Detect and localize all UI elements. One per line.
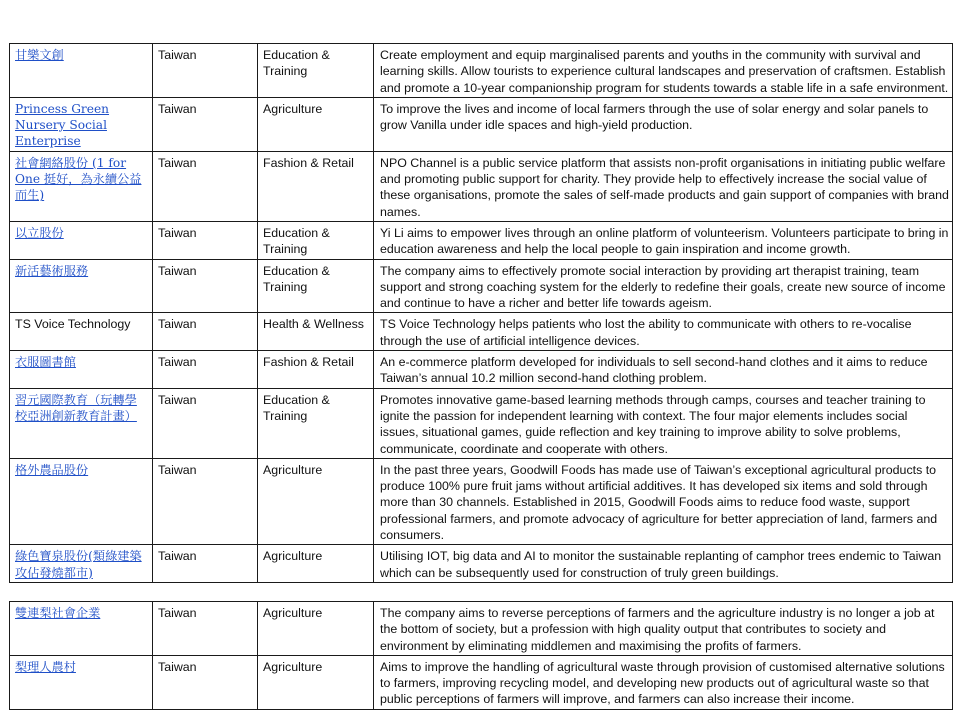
enterprise-table bbox=[9, 43, 953, 583]
sector-cell: Agriculture bbox=[258, 97, 374, 151]
description-cell: The company aims to effectively promote social interaction by providing art therapist training, team support and strong coaching system for the elderly to redefine their goals, create new source of income and continue to have a richer and better life towards ageism. bbox=[374, 259, 953, 313]
country-cell: Taiwan bbox=[153, 351, 258, 389]
description-cell: Aims to improve the handling of agricultural waste through provision of customised alternative solutions to farmers, improving recycling model, and developing new products out of agricultural waste so that public perceptions of farmers will improve, and farmers can also increase their income. bbox=[374, 655, 953, 709]
organisation-link[interactable]: 新活藝術服務 bbox=[15, 263, 89, 278]
sector-cell: Education & Training bbox=[258, 221, 374, 259]
sector-cell: Education & Training bbox=[258, 259, 374, 313]
organisation-cell bbox=[10, 388, 153, 458]
country-cell: Taiwan bbox=[153, 458, 258, 544]
country-cell: Taiwan bbox=[153, 151, 258, 221]
description-cell: Utilising IOT, big data and AI to monitor the sustainable replanting of camphor trees endemic to Taiwan which can be subsequently used for construction of truly green buildings. bbox=[374, 545, 953, 583]
sector-cell: Education & Training bbox=[258, 388, 374, 458]
organisation-link[interactable]: 綠色寶泉股份(類綠建築攻佔發燒都市) bbox=[15, 549, 142, 580]
organisation-link[interactable]: 習元國際教育（玩轉學校亞洲創新教育計畫） bbox=[15, 392, 137, 423]
organisation-cell bbox=[10, 458, 153, 544]
description-cell: In the past three years, Goodwill Foods has made use of Taiwan’s exceptional agricultural products to produce 100% pure fruit jams without artificial additives. It has developed six items and sold through more than 30 channels. Established in 2015, Goodwill Foods aims to reduce food waste, support professional farmers, and promote advocacy of agriculture for better appreciation of land, farmers and consumers. bbox=[374, 458, 953, 544]
country-cell: Taiwan bbox=[153, 313, 258, 351]
organisation-link[interactable]: 衣服圖書館 bbox=[15, 355, 76, 370]
table-row bbox=[10, 97, 953, 151]
description-cell: TS Voice Technology helps patients who lost the ability to communicate with others to re-vocalise through the use of artificial intelligence devices. bbox=[374, 313, 953, 351]
organisation-name: TS Voice Technology bbox=[15, 317, 131, 332]
description-cell: To improve the lives and income of local farmers through the use of solar energy and solar panels to grow Vanilla under idle spaces and high-yield production. bbox=[374, 97, 953, 151]
organisation-cell bbox=[10, 655, 153, 709]
table-row bbox=[10, 259, 953, 313]
organisation-cell bbox=[10, 351, 153, 389]
country-cell: Taiwan bbox=[153, 259, 258, 313]
country-cell: Taiwan bbox=[153, 655, 258, 709]
organisation-cell bbox=[10, 545, 153, 583]
enterprise-table-continued-body bbox=[10, 602, 953, 710]
organisation-link[interactable]: 以立股份 bbox=[15, 225, 64, 240]
country-cell: Taiwan bbox=[153, 602, 258, 656]
sector-cell: Fashion & Retail bbox=[258, 151, 374, 221]
organisation-cell bbox=[10, 151, 153, 221]
sector-cell: Agriculture bbox=[258, 458, 374, 544]
enterprise-table-body bbox=[10, 44, 953, 583]
description-cell: The company aims to reverse perceptions of farmers and the agriculture industry is no longer a job at the bottom of society, but a profession with high quality output that contributes to society and environment by eliminating middlemen and maximising the profits of farmers. bbox=[374, 602, 953, 656]
country-cell: Taiwan bbox=[153, 388, 258, 458]
sector-cell: Fashion & Retail bbox=[258, 351, 374, 389]
table-row bbox=[10, 388, 953, 458]
description-cell: NPO Channel is a public service platform that assists non-profit organisations in initiating public welfare and promoting public support for charity. They provide help to effectively increase the social value of these organisations, promote the sales of self-made products and gain support of companies with brand names. bbox=[374, 151, 953, 221]
organisation-link[interactable]: Princess Green Nursery Social Enterprise bbox=[15, 101, 110, 149]
sector-cell: Agriculture bbox=[258, 655, 374, 709]
table-row bbox=[10, 313, 953, 351]
organisation-link[interactable]: 梨理人農村 bbox=[15, 659, 76, 674]
table-row bbox=[10, 351, 953, 389]
organisation-link[interactable]: 雙連梨社會企業 bbox=[15, 606, 101, 620]
table-row bbox=[10, 655, 953, 709]
description-cell: Promotes innovative game-based learning methods through camps, courses and teacher training to ignite the passion for independent learning with context. The four major elements includes social issues, situational games, guide reflection and key training to improve ability to solve problems, communicate, coordinate and cooperate with others. bbox=[374, 388, 953, 458]
sector-cell: Education & Training bbox=[258, 44, 374, 98]
table-row bbox=[10, 221, 953, 259]
country-cell: Taiwan bbox=[153, 221, 258, 259]
country-cell: Taiwan bbox=[153, 545, 258, 583]
enterprise-table-continued bbox=[9, 601, 953, 710]
description-cell: Yi Li aims to empower lives through an online platform of volunteerism. Volunteers participate to bring in education awareness and help the local people to gain inspiration and income growth. bbox=[374, 221, 953, 259]
organisation-cell bbox=[10, 97, 153, 151]
table-row bbox=[10, 545, 953, 583]
sector-cell: Health & Wellness bbox=[258, 313, 374, 351]
table-row bbox=[10, 44, 953, 98]
organisation-cell bbox=[10, 602, 153, 656]
organisation-link[interactable]: 格外農品股份 bbox=[15, 462, 89, 477]
organisation-cell bbox=[10, 313, 153, 351]
table-row bbox=[10, 602, 953, 656]
organisation-cell bbox=[10, 221, 153, 259]
sector-cell: Agriculture bbox=[258, 602, 374, 656]
description-cell: An e-commerce platform developed for individuals to sell second-hand clothes and it aims to reduce Taiwan’s annual 10.2 million second-hand clothing problem. bbox=[374, 351, 953, 389]
country-cell: Taiwan bbox=[153, 97, 258, 151]
organisation-cell bbox=[10, 259, 153, 313]
organisation-link[interactable]: 社會網絡股份 (1 for One 挺好，為永續公益而生) bbox=[15, 155, 142, 203]
organisation-link[interactable]: 甘樂文創 bbox=[15, 48, 64, 62]
sector-cell: Agriculture bbox=[258, 545, 374, 583]
description-cell: Create employment and equip marginalised parents and youths in the community with survival and learning skills. Allow tourists to experience cultural landscapes and preservation of craftsmen. Establish and promote a 10-year companionship program for students towards a stable life in a safe environment. bbox=[374, 44, 953, 98]
table-row bbox=[10, 151, 953, 221]
country-cell: Taiwan bbox=[153, 44, 258, 98]
table-row bbox=[10, 458, 953, 544]
organisation-cell bbox=[10, 44, 153, 98]
